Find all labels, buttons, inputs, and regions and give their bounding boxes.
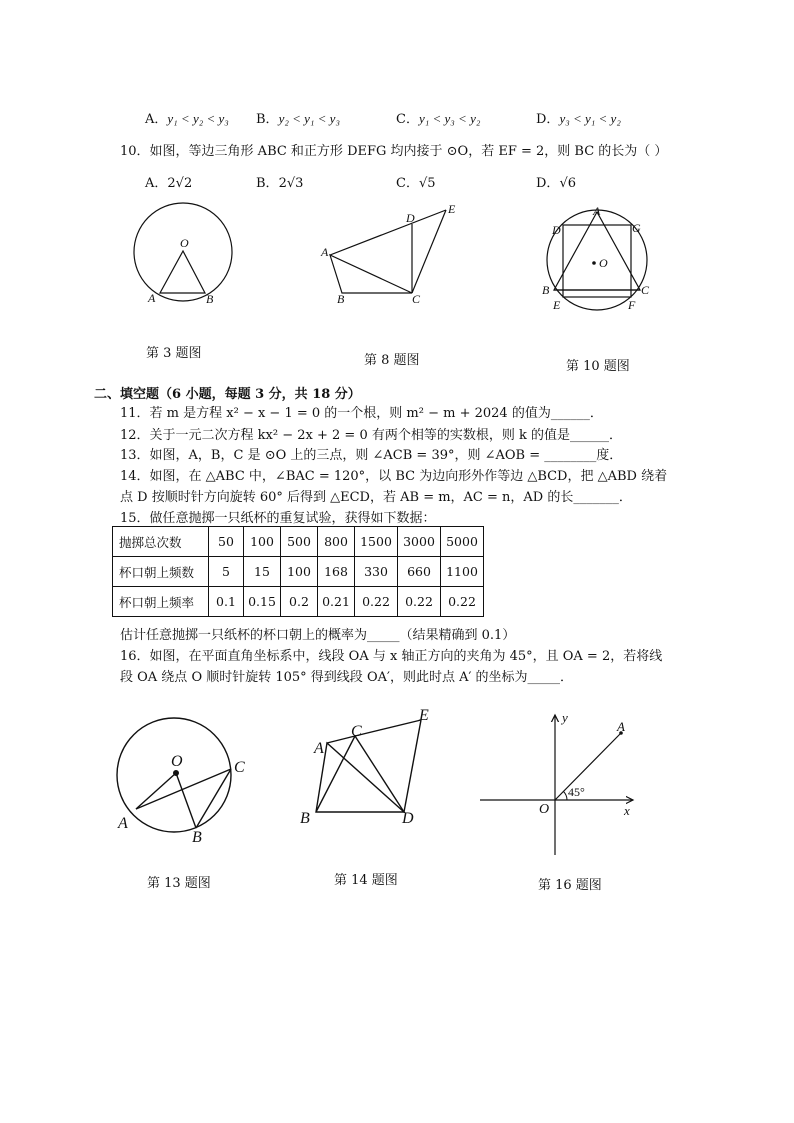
- q9-option-b: B．y₂ < y₁ < y₃: [256, 111, 340, 127]
- fig8-label-b: B: [337, 292, 345, 306]
- fig8-label-d: D: [406, 211, 415, 225]
- fig14-label-a: A: [314, 740, 324, 757]
- fig3-label-a: A: [148, 291, 156, 305]
- section-2-title: 二、填空题（6 小题，每题 3 分，共 18 分）: [94, 387, 361, 402]
- q14-line1: 14．如图，在 △ABC 中，∠BAC = 120°，以 BC 为边向形外作等边 △BCD，把 △ABD 绕着: [120, 469, 668, 484]
- table-cell: 0.15: [244, 587, 281, 617]
- fig10-label-e: E: [553, 298, 561, 312]
- fig14-label-d: D: [402, 810, 414, 827]
- fig8-label-c: C: [412, 292, 421, 306]
- fig16-label-a: A: [617, 719, 625, 734]
- table-cell: 50: [209, 527, 244, 557]
- fig13-label-c: C: [234, 759, 245, 776]
- fig16-label-y: y: [562, 710, 568, 725]
- q10-option-a: A．2√2: [145, 176, 193, 191]
- table-cell: 0.1: [209, 587, 244, 617]
- fig14-label-c: C: [351, 723, 362, 740]
- fig14-caption: 第 14 题图: [334, 873, 398, 888]
- table-cell: 5: [209, 557, 244, 587]
- table-cell: 杯口朝上频率: [113, 587, 209, 617]
- table-cell: 0.2: [281, 587, 318, 617]
- table-cell: 5000: [441, 527, 484, 557]
- fig8-caption: 第 8 题图: [364, 353, 420, 368]
- fig16-caption: 第 16 题图: [538, 878, 602, 893]
- table-cell: 0.22: [398, 587, 441, 617]
- table-cell: 杯口朝上频数: [113, 557, 209, 587]
- table-cell: 15: [244, 557, 281, 587]
- table-row: [113, 557, 484, 587]
- table-cell: 3000: [398, 527, 441, 557]
- fig10-label-c: C: [641, 283, 650, 297]
- fig10-label-b: B: [542, 283, 550, 297]
- fig10-label-d: D: [552, 223, 561, 237]
- fig3-label-b: B: [206, 292, 214, 306]
- fig16-label-x: x: [624, 803, 630, 818]
- fig13-label-b: B: [192, 829, 202, 846]
- q10-option-b: B．2√3: [256, 176, 304, 191]
- table-cell: 168: [318, 557, 355, 587]
- q16-line2: 段 OA 绕点 O 顺时针旋转 105° 得到线段 OA′，则此时点 A′ 的坐标为_____．: [120, 670, 574, 685]
- fig14-label-b: B: [300, 810, 310, 827]
- fig13-label-o: O: [171, 753, 183, 770]
- fig14-label-e: E: [419, 707, 429, 724]
- table-cell: 1100: [441, 557, 484, 587]
- fig3-label-o: O: [180, 236, 189, 250]
- figure-13-diagram: [110, 715, 260, 845]
- fig13-caption: 第 13 题图: [147, 876, 211, 891]
- table-row: [113, 587, 484, 617]
- fig8-label-e: E: [448, 202, 456, 216]
- table-cell: 1500: [355, 527, 398, 557]
- q9-option-d: D．y₃ < y₁ < y₂: [536, 111, 621, 127]
- table-cell: 330: [355, 557, 398, 587]
- table-cell: 100: [281, 557, 318, 587]
- q12-text: 12．关于一元二次方程 kx² − 2x + 2 = 0 有两个相等的实数根，则 k 的值是______．: [120, 428, 622, 443]
- q10-text: 10．如图，等边三角形 ABC 和正方形 DEFG 均内接于 ⊙O，若 EF = 2，则 BC 的长为（ ）: [120, 144, 668, 159]
- fig10-label-o: O: [599, 256, 608, 270]
- figure-10-diagram: [537, 200, 662, 320]
- fig16-label-o: O: [539, 802, 550, 817]
- q10-option-d: D．√6: [536, 176, 576, 191]
- table-cell: 0.22: [441, 587, 484, 617]
- table-cell: 800: [318, 527, 355, 557]
- figure-14-diagram: [295, 700, 445, 830]
- figure-8-diagram: [315, 200, 465, 310]
- table-cell: 100: [244, 527, 281, 557]
- fig10-label-g: G: [632, 221, 641, 235]
- q11-text: 11．若 m 是方程 x² − x − 1 = 0 的一个根，则 m² − m + 2024 的值为______．: [120, 406, 603, 421]
- table-cell: 抛掷总次数: [113, 527, 209, 557]
- table-cell: 0.21: [318, 587, 355, 617]
- q15-estimate: 估计任意抛掷一只纸杯的杯口朝上的概率为_____（结果精确到 0.1）: [120, 628, 516, 643]
- fig16-angle-label: 45°: [568, 785, 585, 799]
- fig13-label-a: A: [118, 815, 128, 832]
- fig10-label-f: F: [628, 298, 636, 312]
- q14-line2: 点 D 按顺时针方向旋转 60° 后得到 △ECD，若 AB = m，AC = n，AD 的长_______．: [120, 490, 632, 505]
- fig8-label-a: A: [321, 245, 329, 259]
- q9-option-c: C．y₁ < y₃ < y₂: [396, 111, 481, 127]
- fig3-caption: 第 3 题图: [146, 346, 202, 361]
- q15-intro: 15．做任意抛掷一只纸杯的重复试验，获得如下数据：: [120, 511, 436, 526]
- fig10-caption: 第 10 题图: [566, 359, 630, 374]
- q13-text: 13．如图，A，B，C 是 ⊙O 上的三点，则 ∠ACB = 39°，则 ∠AOB = ________度．: [120, 448, 623, 463]
- q10-option-c: C．√5: [396, 176, 436, 191]
- table-cell: 500: [281, 527, 318, 557]
- fig10-label-a: A: [593, 204, 601, 218]
- table-cell: 0.22: [355, 587, 398, 617]
- q15-data-table: [112, 526, 484, 617]
- q16-line1: 16．如图，在平面直角坐标系中，线段 OA 与 x 轴正方向的夹角为 45°，且 OA = 2，若将线: [120, 649, 663, 664]
- table-cell: 660: [398, 557, 441, 587]
- figure-3-diagram: [125, 200, 245, 320]
- figure-16-diagram: [478, 705, 643, 860]
- table-row: [113, 527, 484, 557]
- q9-option-a: A．y₁ < y₂ < y₃: [145, 111, 229, 127]
